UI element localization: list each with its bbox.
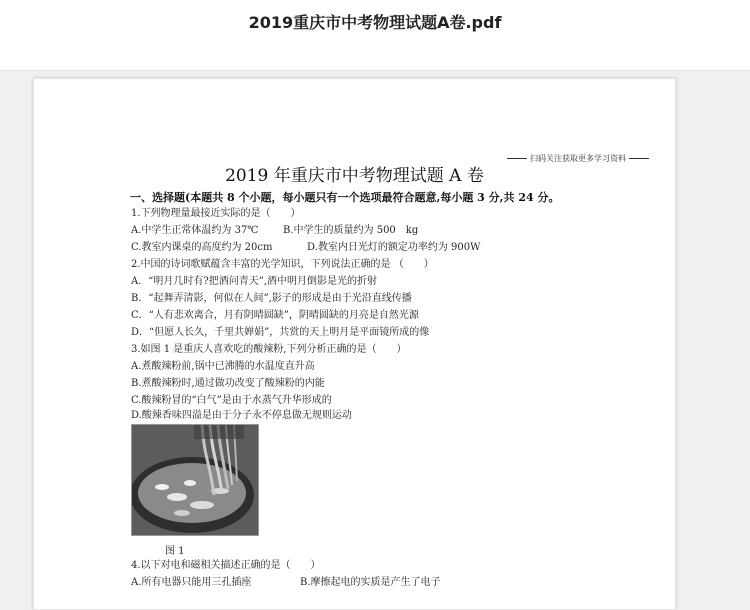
q1-option-c: C.教室内课桌的高度约为 20cm [131,242,273,253]
file-title: 2019重庆市中考物理试题A卷.pdf [248,13,502,32]
q3-stem: 3.如图 1 是重庆人喜欢吃的酸辣粉,下列分析正确的是（ ） [131,344,407,355]
noodle-pot-image [132,425,258,535]
header-note-text: 扫码关注获取更多学习资料 [530,154,626,163]
q1-options-ab [131,224,419,238]
dash-left [507,158,527,159]
viewer-toolbar [0,0,750,71]
section-heading: 一、选择题(本题共 8 个小题，每小题只有一个选项最符合题意,每小题 3 分,共 24 分。 [130,191,560,204]
q3-option-d: D.酸辣香味四溢是由于分子永不停息做无规则运动 [131,410,352,421]
q3-option-c: C.酸辣粉冒的“白气”是由于水蒸气升华形成的 [131,395,332,406]
document-title: 2019 年重庆市中考物理试题 A 卷 [225,166,484,186]
figure-1-photo [131,424,259,536]
q3-option-b: B.煮酸辣粉时,通过做功改变了酸辣粉的内能 [131,378,325,389]
q1-option-b: B.中学生的质量约为 500 kg [283,225,419,236]
q2-option-c: C．“人有悲欢离合，月有阴晴圆缺”，阴晴圆缺的月亮是自然光源 [131,310,419,321]
dash-right [629,158,649,159]
figure-1-caption: 图 1 [165,546,185,557]
q2-stem: 2.中国的诗词歌赋蕴含丰富的光学知识，下列说法正确的是 （ ） [131,259,434,270]
q4-stem: 4.以下对电和磁相关描述正确的是（ ） [131,560,321,571]
q2-option-b: B．“起舞弄清影，何似在人间”,影子的形成是由于光沿直线传播 [131,293,412,304]
q4-options-ab [131,576,441,590]
page-content [34,79,675,609]
q1-option-a: A.中学生正常体温约为 37℃ [131,225,259,236]
q4-option-a: A.所有电器只能用三孔插座 [131,577,252,588]
q1-option-d: D.教室内日光灯的额定功率约为 900W [307,242,481,253]
q1-options-cd [131,241,481,255]
q4-option-b: B.摩擦起电的实质是产生了电子 [300,577,441,588]
pdf-page [33,78,676,610]
q2-option-a: A．“明月几时有?把酒问青天”,酒中明月倒影是光的折射 [131,276,377,287]
q2-option-d: D．“但愿人长久，千里共婵娟”，共赏的天上明月是平面镜所成的像 [131,327,430,338]
q1-stem: 1.下列物理量最接近实际的是（ ） [131,208,301,219]
q3-option-a: A.煮酸辣粉前,锅中已沸腾的水温度直升高 [131,361,315,372]
